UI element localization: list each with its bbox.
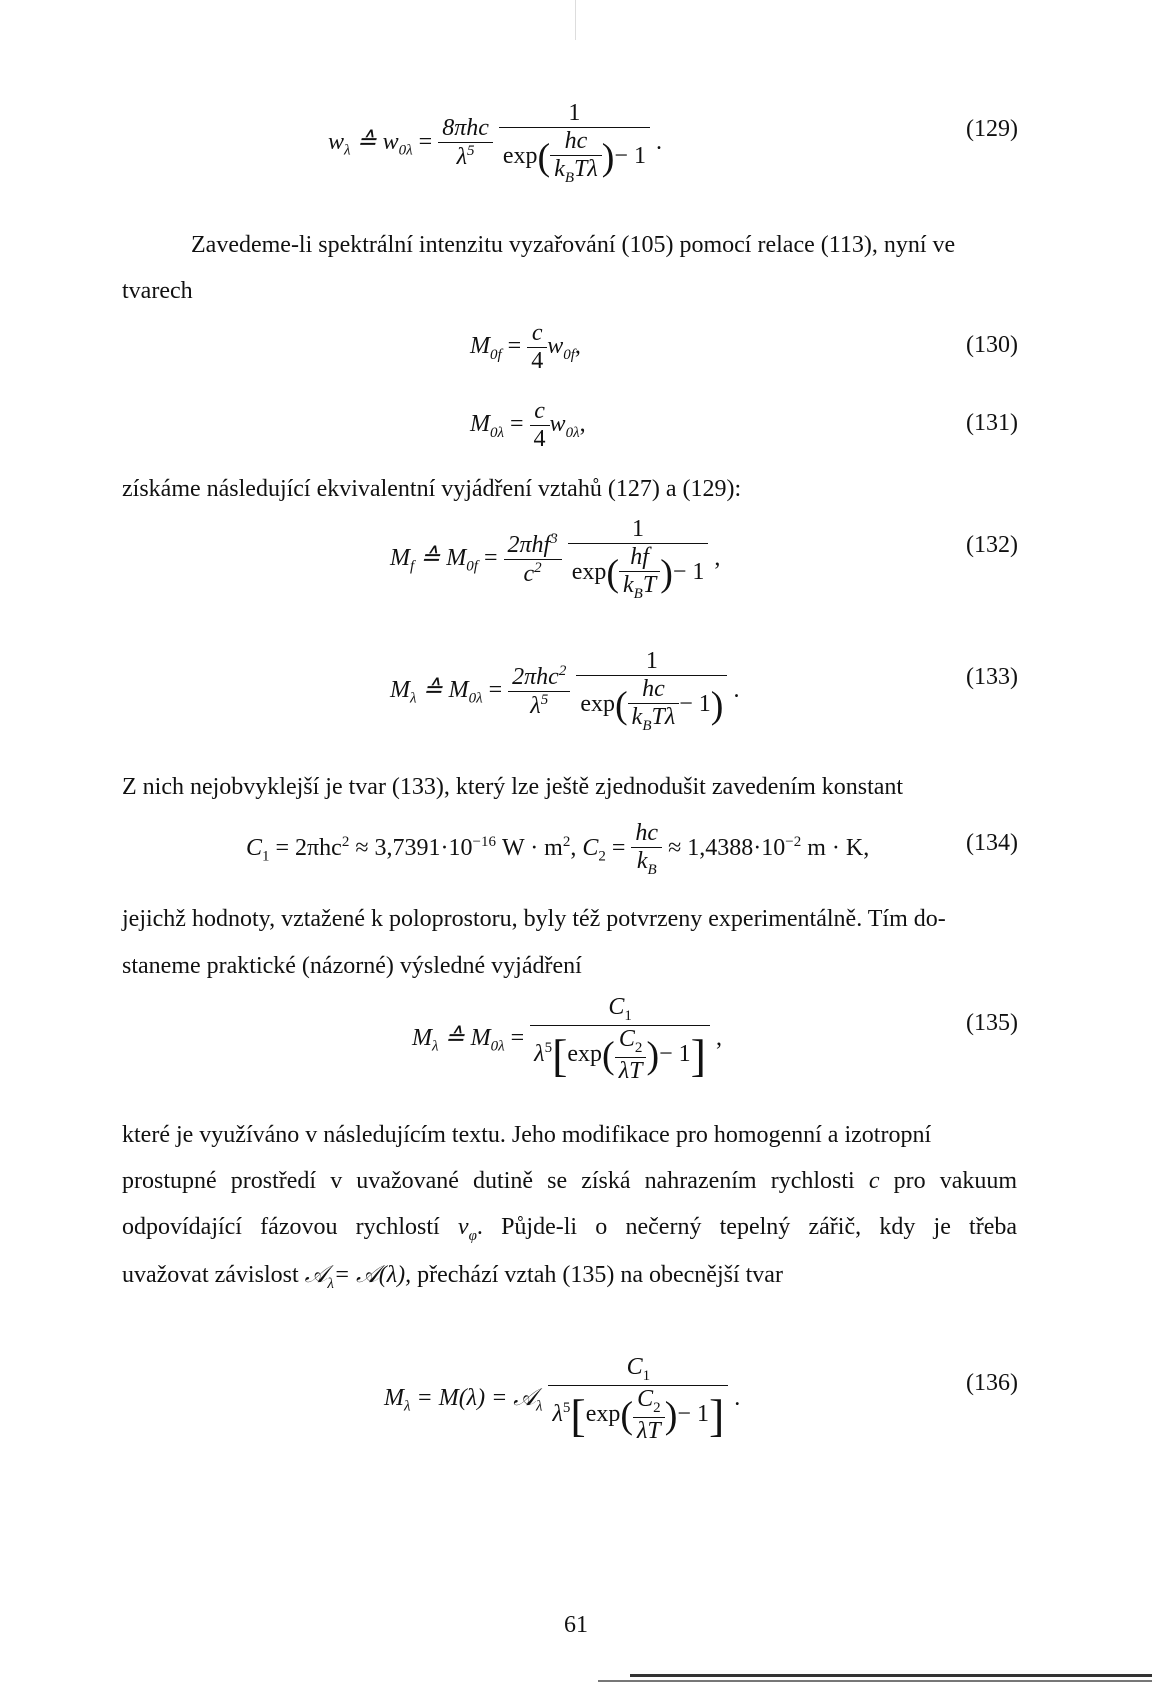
paragraph: Z nich nejobvyklejší je tvar (133), který lze ještě zjednodušit zavedením konstant — [122, 774, 904, 800]
equation-number: (135) — [966, 1010, 1018, 1036]
paragraph: jejichž hodnoty, vztažené k poloprostoru, byly též potvrzeny experimentálně. Tím do- — [122, 906, 946, 932]
paragraph: Zavedeme-li spektrální intenzitu vyzařování (105) pomocí relace (113), nyní ve — [191, 232, 956, 258]
equation-number: (132) — [966, 532, 1018, 558]
paragraph: uvažovat závislost 𝒜$_\lambda$= 𝒜(λ), přechází vztah (135) na obecnější tvar — [122, 1262, 783, 1292]
equation-number: (134) — [966, 830, 1018, 856]
equation-number: (131) — [966, 410, 1018, 436]
paragraph: získáme následující ekvivalentní vyjádření vztahů (127) a (129): — [122, 476, 742, 502]
paragraph: odpovídající fázovou rychlostí $v_\varphi$. Půjde-li o nečerný tepelný zářič, kdy je třeba — [122, 1214, 1018, 1244]
page-number: 61 — [564, 1612, 588, 1638]
equation-number: (133) — [966, 664, 1018, 690]
scan-artifact — [630, 1674, 1152, 1677]
equation-number: (136) — [966, 1370, 1018, 1396]
document-page: $w_\lambda$ ≙ $w_{0\lambda}$ = $\frac{\text{8πhc}}{\lambda^5}$ 1 exp( $\frac{hc}{k_BT\lambda}$ )− 1 . (129) Zavedeme-li spektrální intenzitu vyzařování (105) pomocí relace (113), nyní ve tvarech $M_{0f}$ = $\frac{c}{4}$ $w_{0f}$, (130) $M_{0\lambda}$ = $\frac{c}{4}$ $w_{0\lambda}$, (131) získáme následující ekvivalentní vyjádření vztahů (127) a (129): $M_f$ ≙ $M_{0f}$ = $\frac{2\pi hf^3}{c^2}$ 1 exp( $\frac{hf}{k_BT}$ )− 1 , (132) $M_\lambda$ ≙ $M_{0\lambda}$ = $\frac{2\pi hc^2}{\lambda^5}$ 1 exp( $\frac{hc}{k_BT\lambda}$ − 1) . (133) Z nich nejobvyklejší je tvar (133), který lze ještě zjednodušit zavedením konstant $C_1 = 2\pi hc^2 \approx 3,7391\cdot 10^{-16}$ $W \cdot m^2$, $C_2$ = $\frac{hc}{k_B}$ ≈ $1,4388\cdot 10^{-2}$ m · K, (134) jejichž hodnoty, vztažené k poloprostoru, byly též potvrzeny experimentálně. Tím do- staneme praktické (názorné) výsledné vyjádření $M_\lambda$ ≙ $M_{0\lambda}$ = $C_1$ $\lambda^5[\exp$( $\frac{C_2}{\lambda T}$ )− 1] , (135) které je využíváno v následujícím textu. Jeho modifikace pro homogenní a izotropní prostupné prostředí v uvažované dutině se získá nahrazením rychlosti c pro vakuum odpovídající fázovou rychlostí $v_\varphi$. Půjde-li o nečerný tepelný zářič, kdy je třeba uvažovat závislost 𝒜$_\lambda$= 𝒜(λ), přechází vztah (135) na obecnější tvar $M_\lambda = M(\lambda)$ = 𝒜$_\lambda$ $C_1$ $\lambda^5[\exp$( $\frac{C_2}{\lambda T}$ )− 1] . (136) 61 — [0, 0, 1152, 1683]
equation-number: (130) — [966, 332, 1018, 358]
paragraph: staneme praktické (názorné) výsledné vyjádření — [122, 953, 582, 979]
paragraph: prostupné prostředí v uvažované dutině se získá nahrazením rychlosti c pro vakuum — [122, 1168, 1018, 1194]
paragraph: které je využíváno v následujícím textu. Jeho modifikace pro homogenní a izotropní — [122, 1122, 932, 1148]
equation-number: (129) — [966, 116, 1018, 142]
scan-artifact — [598, 1680, 1152, 1682]
paragraph: tvarech — [122, 278, 193, 304]
scan-artifact — [575, 0, 576, 40]
